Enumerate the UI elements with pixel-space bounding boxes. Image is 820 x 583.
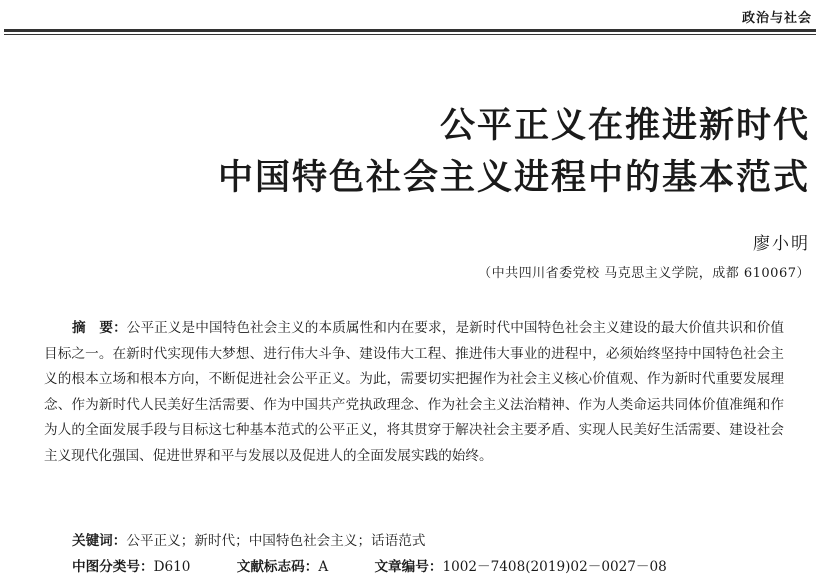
article-title-line-2: 中国特色社会主义进程中的基本范式 <box>217 158 810 198</box>
author-name: 廖小明 <box>753 234 810 254</box>
article-title-line-1: 公平正义在推进新时代 <box>439 106 810 146</box>
article-number-label: 文章编号： <box>374 559 443 575</box>
article-number-value: 1002－7408(2019)02－0027－08 <box>442 559 667 575</box>
doc-code-value: A <box>318 559 329 575</box>
clc-label: 中图分类号： <box>72 559 154 575</box>
abstract-text: 公平正义是中国特色社会主义的本质属性和内在要求，是新时代中国特色社会主义建设的最大价值共识和价值目标之一。在新时代实现伟大梦想、进行伟大斗争、建设伟大工程、推进伟大事业的进程中，必须始终坚持中国特色社会主义的根本立场和根本方向，不断促进社会公平正义。为此，需要切实把握作为社会主义核心价值观、作为新时代重要发展理念、作为新时代人民美好生活需要、作为中国共产党执政理念、作为社会主义法治精神、作为人类命运共同体价值准绳和作为人的全面发展手段与目标这七种基本范式的公平正义，将其贯穿于解决社会主要矛盾、实现人民美好生活需要、建设社会主义现代化强国、促进世界和平与发展以及促进人的全面发展实践的始终。 <box>44 320 785 464</box>
header-rule-thick <box>4 29 816 32</box>
abstract <box>44 316 784 470</box>
keywords-label: 关键词： <box>72 533 127 549</box>
abstract-label: 摘 要： <box>72 320 127 336</box>
clc-value: D610 <box>153 559 191 575</box>
keywords-text: 公平正义；新时代；中国特色社会主义；话语范式 <box>126 533 426 549</box>
article-metadata <box>72 555 667 575</box>
doc-code-label: 文献标志码： <box>236 559 319 575</box>
author-affiliation: （中共四川省委党校 马克思主义学院，成都 610067） <box>478 266 810 281</box>
journal-section-label: 政治与社会 <box>741 11 812 26</box>
header-rule-thin <box>4 34 816 35</box>
keywords <box>72 529 425 549</box>
